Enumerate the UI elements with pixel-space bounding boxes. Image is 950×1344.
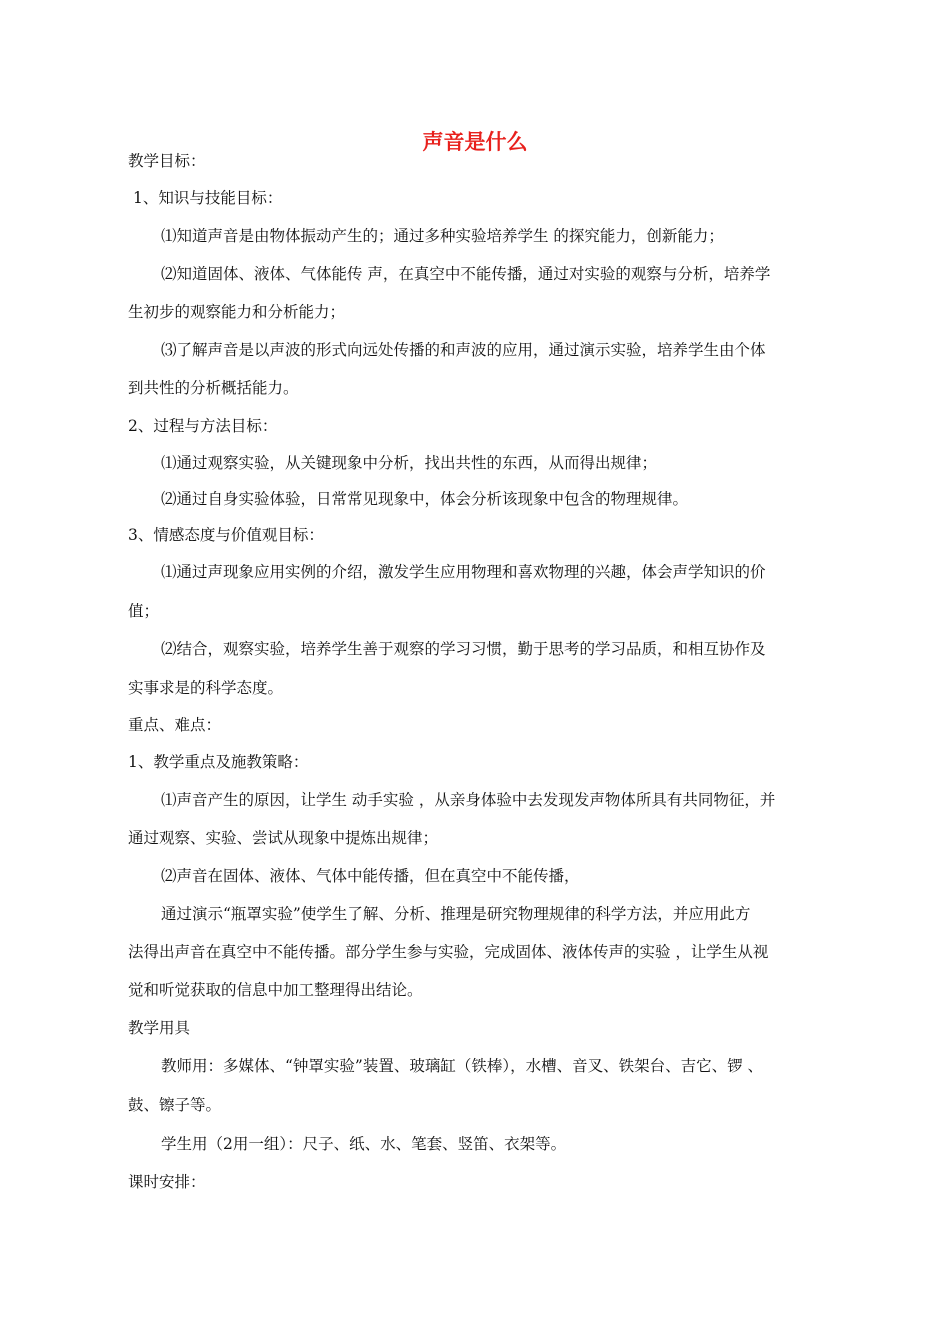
paragraph-line: 通过演示“瓶罩实验”使学生了解、分析、推理是研究物理规律的科学方法，并应用此方 <box>161 905 751 923</box>
paragraph-line: ⑴通过声现象应用实例的介绍，激发学生应用物理和喜欢物理的兴趣，体会声学知识的价 <box>161 563 766 581</box>
paragraph-line: 通过观察、实验、尝试从现象中提炼出规律； <box>128 829 439 847</box>
section-heading-goals: 教学目标： <box>128 152 206 170</box>
subsection-heading: 2、过程与方法目标： <box>128 417 278 435</box>
paragraph-line: 觉和听觉获取的信息中加工整理得出结论。 <box>128 981 423 999</box>
paragraph-line: 实事求是的科学态度。 <box>128 679 284 697</box>
subsection-heading: 3、情感态度与价值观目标： <box>128 526 324 544</box>
subsection-heading: 1、知识与技能目标： <box>133 189 283 207</box>
section-heading-keypoints: 重点、难点： <box>128 716 222 734</box>
document-title: 声音是什么 <box>422 130 528 154</box>
paragraph-line: ⑴通过观察实验，从关键现象中分析，找出共性的东西，从而得出规律； <box>161 454 658 472</box>
paragraph-line: ⑶了解声音是以声波的形式向远处传播的和声波的应用，通过演示实验，培养学生由个体 <box>161 341 766 359</box>
paragraph-line: 生初步的观察能力和分析能力； <box>128 303 346 321</box>
paragraph-line: ⑵通过自身实验体验，日常常见现象中，体会分析该现象中包含的物理规律。 <box>161 490 689 508</box>
paragraph-line: 鼓、镲子等。 <box>128 1096 222 1114</box>
paragraph-line: ⑵结合，观察实验，培养学生善于观察的学习习惯，勤于思考的学习品质，和相互协作及 <box>161 640 766 658</box>
paragraph-line: ⑴知道声音是由物体振动产生的；通过多种实验培养学生 的探究能力，创新能力； <box>161 227 724 245</box>
paragraph-line: 教师用：多媒体、“钟罩实验”装置、玻璃缸（铁棒），水槽、音叉、铁架台、吉它、锣 、 <box>161 1057 764 1075</box>
paragraph-line: 值； <box>128 602 160 620</box>
subsection-heading: 1、教学重点及施教策略： <box>128 753 309 771</box>
paragraph-line: 法得出声音在真空中不能传播。部分学生参与实验，完成固体、液体传声的实验 ，让学生从视 <box>128 943 769 961</box>
paragraph-line: ⑴声音产生的原因，让学生 动手实验 ，从亲身体验中去发现发声物体所具有共同物征，并 <box>161 791 776 809</box>
paragraph-line: 学生用（2用一组）：尺子、纸、水、笔套、竖笛、衣架等。 <box>161 1135 567 1153</box>
paragraph-line: 到共性的分析概括能力。 <box>128 379 299 397</box>
paragraph-line: ⑵声音在固体、液体、气体中能传播，但在真空中不能传播， <box>161 867 580 885</box>
section-heading-schedule: 课时安排： <box>128 1173 206 1191</box>
paragraph-line: ⑵知道固体、液体、气体能传 声，在真空中不能传播，通过对实验的观察与分析，培养学 <box>161 265 771 283</box>
section-heading-tools: 教学用具 <box>128 1019 191 1037</box>
